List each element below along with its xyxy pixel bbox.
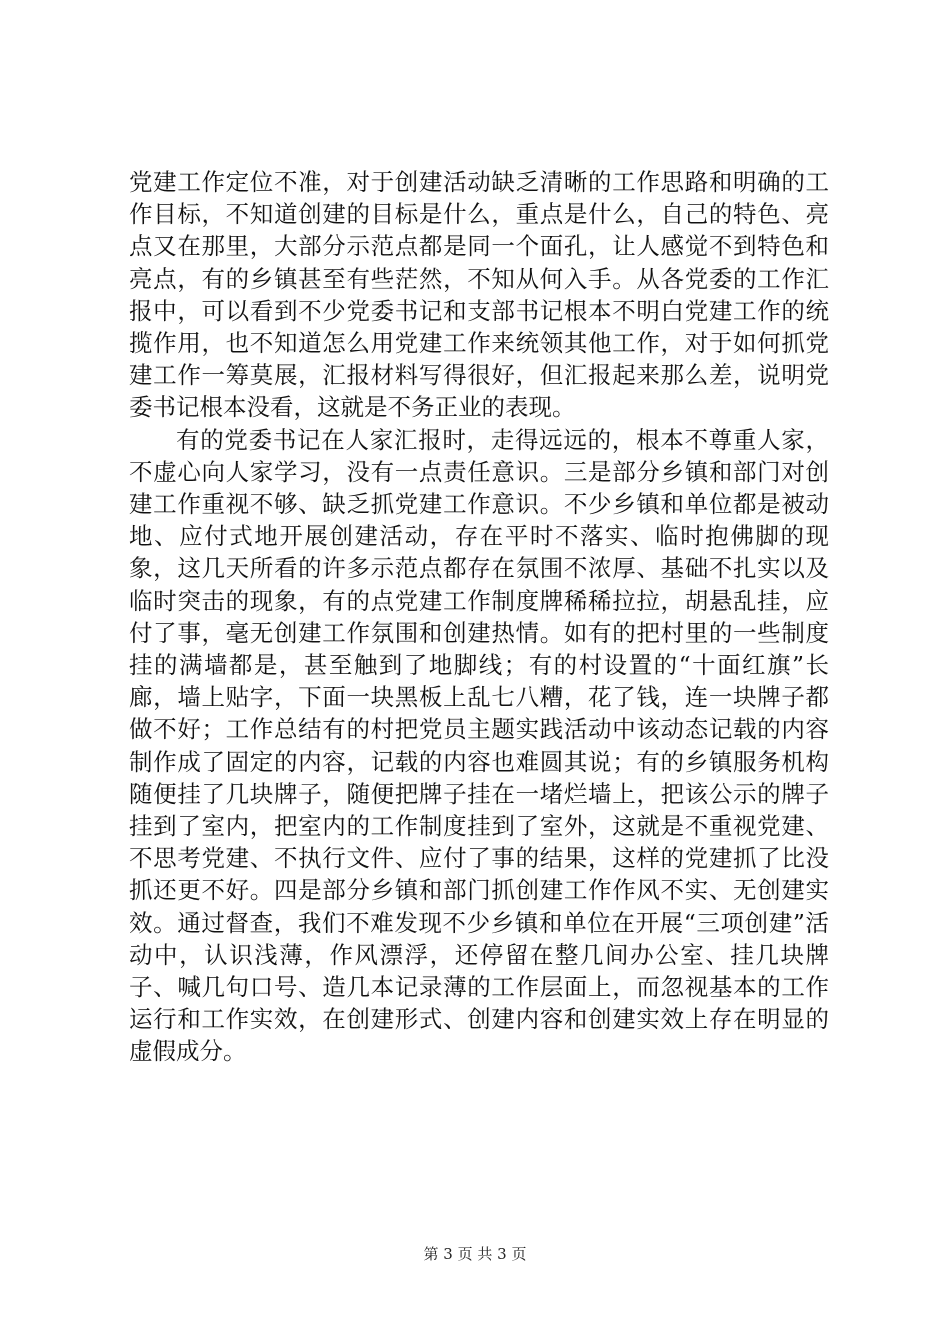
paragraph-1: 党建工作定位不准，对于创建活动缺乏清晰的工作思路和明确的工作目标，不知道创建的目标是什么，重点是什么，自己的特色、亮点又在那里，大部分示范点都是同一个面孔，让人感觉不到特色和亮点，有的乡镇甚至有些茫然，不知从何入手。从各党委的工作汇报中，可以看到不少党委书记和支部书记根本不明白党建工作的统揽作用，也不知道怎么用党建工作来统领其他工作，对于如何抓党建工作一筹莫展，汇报材料写得很好，但汇报起来那么差，说明党委书记根本没看，这就是不务正业的表现。 xyxy=(129,168,829,422)
page-footer: 第 3 页 共 3 页 xyxy=(423,1245,527,1263)
document-body xyxy=(129,166,829,1068)
paragraph-2: 有的党委书记在人家汇报时，走得远远的，根本不尊重人家，不虚心向人家学习，没有一点责任意识。三是部分乡镇和部门对创建工作重视不够、缺乏抓党建工作意识。不少乡镇和单位都是被动地、应付式地开展创建活动，存在平时不落实、临时抱佛脚的现象，这几天所看的许多示范点都存在氛围不浓厚、基础不扎实以及临时突击的现象，有的点党建工作制度牌稀稀拉拉，胡悬乱挂，应付了事，毫无创建工作氛围和创建热情。如有的把村里的一些制度挂的满墙都是，甚至触到了地脚线；有的村设置的“十面红旗”长廊，墙上贴字，下面一块黑板上乱七八糟，花了钱，连一块牌子都做不好；工作总结有的村把党员主题实践活动中该动态记载的内容制作成了固定的内容，记载的内容也难圆其说；有的乡镇服务机构随便挂了几块牌子，随便把牌子挂在一堵烂墙上，把该公示的牌子挂到了室内，把室内的工作制度挂到了室外，这就是不重视党建、不思考党建、不执行文件、应付了事的结果，这样的党建抓了比没抓还更不好。四是部分乡镇和部门抓创建工作作风不实、无创建实效。通过督查，我们不难发现不少乡镇和单位在开展“三项创建”活动中，认识浅薄，作风漂浮，还停留在整几间办公室、挂几块牌子、喊几句口号、造几本记录薄的工作层面上，而忽视基本的工作运行和工作实效，在创建形式、创建内容和创建实效上存在明显的虚假成分。 xyxy=(129,425,829,1066)
